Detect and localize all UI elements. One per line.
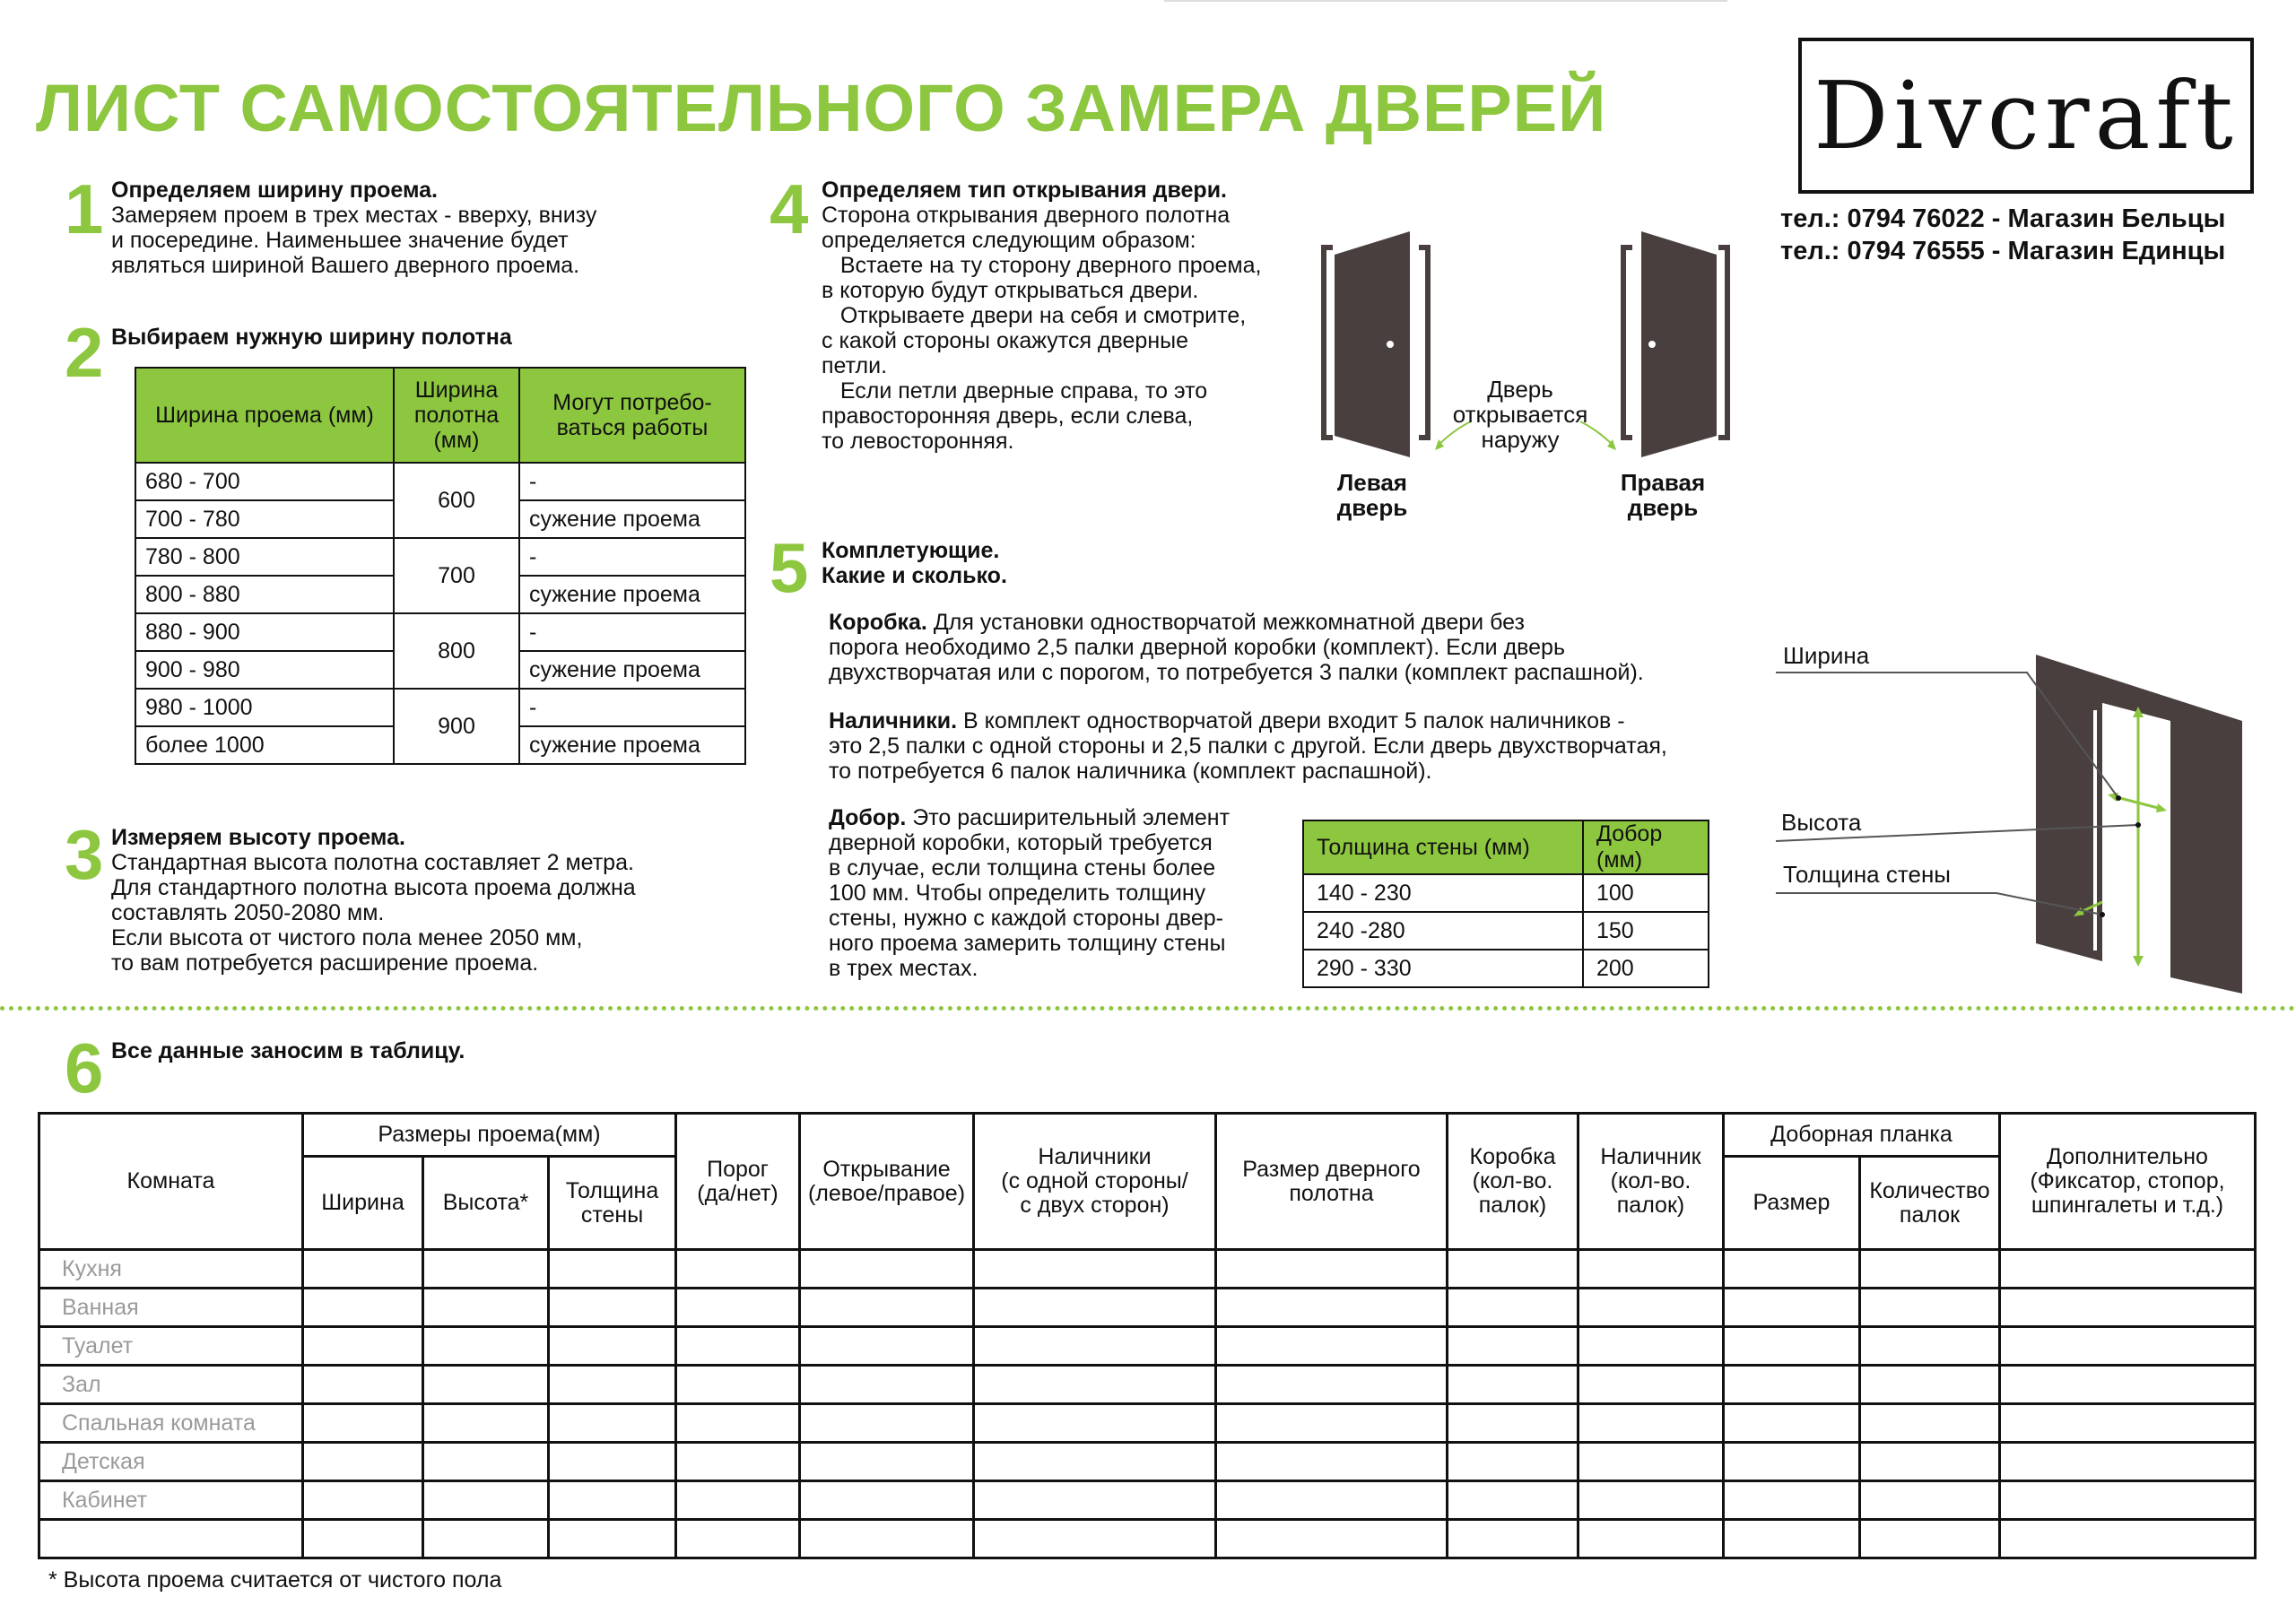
label-line: Левая xyxy=(1337,469,1407,496)
entry-cell[interactable] xyxy=(800,1520,974,1558)
entry-cell[interactable] xyxy=(1860,1289,2000,1327)
step-4-line: в которую будут открываться двери. xyxy=(822,278,1199,303)
header-line: с двух сторон) xyxy=(1020,1193,1170,1218)
header-line: Дополнительно xyxy=(2047,1144,2208,1169)
label-line: открывается xyxy=(1452,401,1588,428)
dobor-paragraph xyxy=(829,805,1230,981)
entry-cell[interactable] xyxy=(1724,1250,1860,1289)
nalichniki-paragraph xyxy=(829,708,1667,784)
header-line: шпингалеты и т.д.) xyxy=(2031,1193,2224,1218)
entry-cell[interactable] xyxy=(549,1443,676,1481)
entry-cell[interactable] xyxy=(1448,1289,1578,1327)
header-line: Коробка xyxy=(1469,1144,1556,1169)
step-4-line: Сторона открывания дверного полотна xyxy=(822,203,1231,228)
header-line: Количество xyxy=(1869,1177,1990,1203)
col-casing-qty xyxy=(1578,1114,1724,1250)
entry-cell[interactable] xyxy=(423,1366,549,1404)
header-line: Наличники xyxy=(1038,1144,1152,1169)
entry-cell[interactable] xyxy=(1448,1250,1578,1289)
entry-cell[interactable] xyxy=(1216,1366,1448,1404)
brand-name: Divcraft xyxy=(1813,61,2239,170)
entry-cell[interactable] xyxy=(2000,1327,2256,1366)
entry-cell[interactable] xyxy=(2000,1520,2256,1558)
col-extra xyxy=(2000,1114,2256,1250)
col-leaf-size xyxy=(1216,1114,1448,1250)
entry-cell[interactable] xyxy=(2000,1366,2256,1404)
table-row xyxy=(135,463,745,500)
width-table-col-opening: Ширина проема (мм) xyxy=(135,368,394,463)
diagram-label-width: Ширина xyxy=(1783,642,1870,669)
step-6-heading: Все данные заносим в таблицу. xyxy=(111,1038,465,1063)
entry-cell[interactable] xyxy=(1448,1327,1578,1366)
step-3-line: Если высота от чистого пола менее 2050 мм, xyxy=(111,925,583,950)
step-3-line: Для стандартного полотна высота проема должна xyxy=(111,875,636,900)
step-4-heading: Определяем тип открывания двери. xyxy=(822,178,1228,203)
table-row xyxy=(1303,950,1709,987)
header-line: (левое/правое) xyxy=(807,1180,966,1206)
heading-line: Какие и сколько. xyxy=(822,563,1007,588)
table-row xyxy=(39,1404,2256,1443)
step-3-line: то вам потребуется расширение проема. xyxy=(111,950,539,976)
entry-cell[interactable] xyxy=(1578,1289,1724,1327)
measurement-header-row-1 xyxy=(39,1114,2256,1157)
entry-cell[interactable] xyxy=(549,1481,676,1520)
room-name: Кухня xyxy=(39,1250,303,1289)
entry-cell[interactable] xyxy=(676,1481,800,1520)
entry-cell[interactable] xyxy=(549,1404,676,1443)
step-6-number: 6 xyxy=(65,1028,104,1107)
dobor-table-header xyxy=(1303,820,1709,874)
entry-cell[interactable] xyxy=(1860,1520,2000,1558)
entry-cell[interactable] xyxy=(800,1366,974,1404)
entry-cell[interactable] xyxy=(1724,1404,1860,1443)
col-casing xyxy=(974,1114,1216,1250)
entry-cell[interactable] xyxy=(423,1520,549,1558)
room-name: Детская xyxy=(39,1443,303,1481)
paragraph-line: Для установки одностворчатой межкомнатной двери без xyxy=(926,610,1525,635)
section-divider xyxy=(0,1006,2296,1011)
width-table-col-work xyxy=(519,368,745,463)
footnote: * Высота проема считается от чистого пола xyxy=(48,1567,502,1593)
header-line: (с одной стороны/ xyxy=(1001,1168,1188,1193)
entry-cell[interactable] xyxy=(2000,1250,2256,1289)
entry-cell[interactable] xyxy=(549,1250,676,1289)
entry-cell[interactable] xyxy=(676,1404,800,1443)
header-line: палок) xyxy=(1616,1193,1685,1218)
wall-thickness: 290 - 330 xyxy=(1303,950,1583,987)
work-required: - xyxy=(519,538,745,576)
heading-line: Комплетующие. xyxy=(822,538,1000,563)
room-name: Спальная комната xyxy=(39,1404,303,1443)
step-4-line: Если петли дверные справа, то это xyxy=(822,378,1208,404)
entry-cell[interactable] xyxy=(303,1366,423,1404)
step-4-line: Открываете двери на себя и смотрите, xyxy=(822,303,1247,328)
table-row xyxy=(39,1250,2256,1289)
step-3-line: составлять 2050-2080 мм. xyxy=(111,900,385,925)
step-4-line: то левосторонняя. xyxy=(822,429,1014,454)
col-width: Ширина xyxy=(303,1157,423,1250)
entry-cell[interactable] xyxy=(549,1289,676,1327)
header-line: ваться работы xyxy=(556,415,709,440)
leaf-width: 600 xyxy=(394,463,519,538)
dobor-title: Добор. xyxy=(829,805,907,830)
header-line: полотна xyxy=(1289,1180,1374,1206)
entry-cell[interactable] xyxy=(800,1250,974,1289)
entry-cell[interactable] xyxy=(1860,1481,2000,1520)
entry-cell[interactable] xyxy=(423,1481,549,1520)
entry-cell[interactable] xyxy=(423,1327,549,1366)
table-row xyxy=(135,689,745,726)
entry-cell[interactable] xyxy=(1860,1443,2000,1481)
col-extension-qty xyxy=(1860,1157,2000,1250)
work-required: - xyxy=(519,613,745,651)
label-line: Дверь xyxy=(1487,376,1553,403)
entry-cell[interactable] xyxy=(1578,1404,1724,1443)
entry-cell[interactable] xyxy=(1724,1327,1860,1366)
entry-cell[interactable] xyxy=(974,1481,1216,1520)
label-line: Правая xyxy=(1620,469,1706,496)
step-4-line: петли. xyxy=(822,353,888,378)
dobor-col-extension: Добор (мм) xyxy=(1583,820,1709,874)
step-5-number: 5 xyxy=(770,528,809,607)
entry-cell[interactable] xyxy=(1860,1404,2000,1443)
col-box xyxy=(1448,1114,1578,1250)
step-3-heading: Измеряем высоту проема. xyxy=(111,825,405,850)
entry-cell[interactable] xyxy=(1860,1250,2000,1289)
paragraph-line: Это расширительный элемент xyxy=(906,805,1231,830)
korobka-paragraph xyxy=(829,610,1644,685)
header-line: полотна xyxy=(413,403,500,428)
entry-cell[interactable] xyxy=(303,1481,423,1520)
entry-cell[interactable] xyxy=(1216,1250,1448,1289)
table-row xyxy=(1303,912,1709,950)
extension-size: 150 xyxy=(1583,912,1709,950)
entry-cell[interactable] xyxy=(974,1443,1216,1481)
step-3-number: 3 xyxy=(65,815,104,894)
diagram-label-height: Высота xyxy=(1781,809,1862,836)
step-2-number: 2 xyxy=(65,313,104,392)
entry-cell[interactable] xyxy=(800,1481,974,1520)
paragraph-line: это 2,5 палки с одной стороны и 2,5 палки с другой. Если дверь двухстворчатая, xyxy=(829,733,1667,759)
entry-cell[interactable] xyxy=(303,1250,423,1289)
step-4-line: с какой стороны окажутся дверные xyxy=(822,328,1188,353)
header-line: Толщина xyxy=(565,1177,659,1203)
entry-cell[interactable] xyxy=(1860,1366,2000,1404)
work-required: сужение проема xyxy=(519,726,745,764)
paragraph-line: в трех местах. xyxy=(829,956,978,981)
entry-cell[interactable] xyxy=(1448,1443,1578,1481)
col-opening-side xyxy=(800,1114,974,1250)
entry-cell[interactable] xyxy=(800,1443,974,1481)
entry-cell[interactable] xyxy=(423,1404,549,1443)
brand-logo xyxy=(1798,38,2254,194)
room-name: Кабинет xyxy=(39,1481,303,1520)
header-line: (кол-во. xyxy=(1610,1168,1692,1193)
entry-cell[interactable] xyxy=(303,1404,423,1443)
paragraph-line: порога необходимо 2,5 палки дверной коробки (комплект). Если дверь xyxy=(829,635,1565,660)
entry-cell[interactable] xyxy=(1578,1443,1724,1481)
dobor-table xyxy=(1302,820,1709,988)
col-extension-size: Размер xyxy=(1724,1157,1860,1250)
entry-cell[interactable] xyxy=(1724,1520,1860,1558)
entry-cell[interactable] xyxy=(423,1250,549,1289)
entry-cell[interactable] xyxy=(974,1366,1216,1404)
header-line: (кол-во. xyxy=(1472,1168,1553,1193)
opening-range: более 1000 xyxy=(135,726,394,764)
entry-cell[interactable] xyxy=(2000,1404,2256,1443)
paragraph-line: то потребуется 6 палок наличника (комплект распашной). xyxy=(829,759,1432,784)
entry-cell[interactable] xyxy=(800,1289,974,1327)
header-line: Размер дверного xyxy=(1242,1156,1421,1182)
paragraph-line: двухстворчатая или с порогом, то потребуется 3 палки (комплект распашной). xyxy=(829,660,1644,685)
entry-cell[interactable] xyxy=(1448,1404,1578,1443)
label-line: наружу xyxy=(1481,426,1560,453)
table-row xyxy=(39,1289,2256,1327)
entry-cell[interactable] xyxy=(1724,1366,1860,1404)
header-line: стены xyxy=(580,1202,644,1228)
step-4-line: правосторонняя дверь, если слева, xyxy=(822,404,1194,429)
room-name xyxy=(39,1520,303,1558)
col-extension: Доборная планка xyxy=(1724,1114,2000,1157)
contact-phone-1: тел.: 0794 76022 - Магазин Бельцы xyxy=(1780,204,2226,233)
left-door-label xyxy=(1327,470,1417,520)
width-table-col-leaf xyxy=(394,368,519,463)
entry-cell[interactable] xyxy=(676,1289,800,1327)
entry-cell[interactable] xyxy=(974,1327,1216,1366)
header-line: Наличник xyxy=(1600,1144,1701,1169)
diagram-label-wall-thickness: Толщина стены xyxy=(1783,861,1951,888)
header-line: Открывание xyxy=(822,1156,951,1182)
entry-cell[interactable] xyxy=(1216,1481,1448,1520)
korobka-title: Коробка. xyxy=(829,610,927,635)
step-3-text xyxy=(111,825,636,976)
paragraph-line: дверной коробки, который требуется xyxy=(829,830,1213,855)
room-name: Туалет xyxy=(39,1327,303,1366)
paragraph-line: В комплект одностворчатой двери входит 5 палок наличников - xyxy=(957,708,1625,733)
step-4-number: 4 xyxy=(770,169,809,248)
paragraph-line: стены, нужно с каждой стороны двер- xyxy=(829,906,1223,931)
entry-cell[interactable] xyxy=(1724,1289,1860,1327)
paragraph-line: 100 мм. Чтобы определить толщину xyxy=(829,881,1206,906)
page-title: ЛИСТ САМОСТОЯТЕЛЬНОГО ЗАМЕРА ДВЕРЕЙ xyxy=(36,71,1607,145)
header-line: Порог xyxy=(707,1156,769,1182)
measurement-rows xyxy=(39,1250,2256,1558)
entry-cell[interactable] xyxy=(1578,1366,1724,1404)
step-1-text xyxy=(111,178,596,278)
header-line: (мм) xyxy=(433,428,480,453)
step-1-heading: Определяем ширину проема. xyxy=(111,178,439,203)
table-row xyxy=(39,1366,2256,1404)
entry-cell[interactable] xyxy=(1448,1520,1578,1558)
entry-cell[interactable] xyxy=(676,1443,800,1481)
entry-cell[interactable] xyxy=(1216,1520,1448,1558)
opening-range: 780 - 800 xyxy=(135,538,394,576)
opening-range: 800 - 880 xyxy=(135,576,394,613)
entry-cell[interactable] xyxy=(549,1366,676,1404)
entry-cell[interactable] xyxy=(2000,1443,2256,1481)
entry-cell[interactable] xyxy=(423,1289,549,1327)
entry-cell[interactable] xyxy=(974,1404,1216,1443)
measurement-table xyxy=(38,1112,2257,1559)
top-edge-line xyxy=(1164,0,1727,2)
work-required: - xyxy=(519,689,745,726)
table-row xyxy=(1303,874,1709,912)
entry-cell[interactable] xyxy=(1860,1327,2000,1366)
header-line: (да/нет) xyxy=(697,1180,778,1206)
extension-size: 200 xyxy=(1583,950,1709,987)
entry-cell[interactable] xyxy=(1578,1481,1724,1520)
opening-range: 900 - 980 xyxy=(135,651,394,689)
entry-cell[interactable] xyxy=(1216,1443,1448,1481)
header-line: (Фиксатор, стопор, xyxy=(2030,1168,2225,1193)
step-3-line: Стандартная высота полотна составляет 2 метра. xyxy=(111,850,634,875)
opening-range: 980 - 1000 xyxy=(135,689,394,726)
step-1-line: и посередине. Наименьшее значение будет xyxy=(111,228,569,253)
header-line: палок) xyxy=(1478,1193,1547,1218)
entry-cell[interactable] xyxy=(676,1366,800,1404)
entry-cell[interactable] xyxy=(1448,1481,1578,1520)
entry-cell[interactable] xyxy=(676,1327,800,1366)
work-required: сужение проема xyxy=(519,651,745,689)
col-height: Высота* xyxy=(423,1157,549,1250)
entry-cell[interactable] xyxy=(1724,1481,1860,1520)
entry-cell[interactable] xyxy=(1216,1404,1448,1443)
room-name: Ванная xyxy=(39,1289,303,1327)
opening-range: 880 - 900 xyxy=(135,613,394,651)
wall-thickness: 240 -280 xyxy=(1303,912,1583,950)
entry-cell[interactable] xyxy=(1578,1327,1724,1366)
entry-cell[interactable] xyxy=(423,1443,549,1481)
entry-cell[interactable] xyxy=(2000,1289,2256,1327)
step-1-line: Замеряем проем в трех местах - вверху, внизу xyxy=(111,203,597,228)
leaf-width: 900 xyxy=(394,689,519,764)
header-line: Могут потребо- xyxy=(552,390,712,415)
leaf-width: 800 xyxy=(394,613,519,689)
entry-cell[interactable] xyxy=(549,1327,676,1366)
door-opens-outward-label xyxy=(1435,377,1605,452)
width-table-header xyxy=(135,368,745,463)
opening-range: 680 - 700 xyxy=(135,463,394,500)
header-line: Ширина xyxy=(414,378,499,403)
table-row xyxy=(39,1520,2256,1558)
entry-cell[interactable] xyxy=(2000,1481,2256,1520)
nalichniki-title: Наличники. xyxy=(829,708,958,733)
entry-cell[interactable] xyxy=(676,1250,800,1289)
entry-cell[interactable] xyxy=(303,1327,423,1366)
work-required: сужение проема xyxy=(519,500,745,538)
entry-cell[interactable] xyxy=(676,1520,800,1558)
right-door-label xyxy=(1607,470,1718,520)
entry-cell[interactable] xyxy=(800,1404,974,1443)
dobor-col-wall: Толщина стены (мм) xyxy=(1303,820,1583,874)
entry-cell[interactable] xyxy=(974,1520,1216,1558)
table-row xyxy=(39,1481,2256,1520)
table-row xyxy=(135,613,745,651)
entry-cell[interactable] xyxy=(974,1289,1216,1327)
entry-cell[interactable] xyxy=(1578,1250,1724,1289)
col-room: Комната xyxy=(39,1114,303,1250)
wall-thickness: 140 - 230 xyxy=(1303,874,1583,912)
entry-cell[interactable] xyxy=(303,1520,423,1558)
table-row xyxy=(39,1327,2256,1366)
contact-phone-2: тел.: 0794 76555 - Магазин Единцы xyxy=(1780,237,2226,265)
entry-cell[interactable] xyxy=(549,1520,676,1558)
header-line: палок xyxy=(1899,1202,1961,1228)
entry-cell[interactable] xyxy=(1578,1520,1724,1558)
step-4-line: определяется следующим образом: xyxy=(822,228,1196,253)
opening-range: 700 - 780 xyxy=(135,500,394,538)
leaf-width: 700 xyxy=(394,538,519,613)
step-4-line: Встаете на ту сторону дверного проема, xyxy=(822,253,1262,278)
entry-cell[interactable] xyxy=(974,1250,1216,1289)
room-name: Зал xyxy=(39,1366,303,1404)
label-line: дверь xyxy=(1627,494,1699,521)
table-row xyxy=(135,538,745,576)
step-5-heading xyxy=(822,538,1007,588)
entry-cell[interactable] xyxy=(1216,1327,1448,1366)
step-4-text xyxy=(822,178,1261,454)
step-2-heading: Выбираем нужную ширину полотна xyxy=(111,325,512,350)
work-required: - xyxy=(519,463,745,500)
work-required: сужение проема xyxy=(519,576,745,613)
col-opening-sizes: Размеры проема(мм) xyxy=(303,1114,676,1157)
entry-cell[interactable] xyxy=(303,1289,423,1327)
width-table xyxy=(135,367,746,765)
label-line: дверь xyxy=(1336,494,1408,521)
paragraph-line: ного проема замерить толщину стены xyxy=(829,931,1226,956)
col-wall-thickness xyxy=(549,1157,676,1250)
extension-size: 100 xyxy=(1583,874,1709,912)
col-threshold xyxy=(676,1114,800,1250)
entry-cell[interactable] xyxy=(1724,1443,1860,1481)
entry-cell[interactable] xyxy=(303,1443,423,1481)
entry-cell[interactable] xyxy=(1216,1289,1448,1327)
step-1-number: 1 xyxy=(65,169,104,248)
entry-cell[interactable] xyxy=(1448,1366,1578,1404)
entry-cell[interactable] xyxy=(800,1327,974,1366)
paragraph-line: в случае, если толщина стены более xyxy=(829,855,1216,881)
table-row xyxy=(39,1443,2256,1481)
step-1-line: являться шириной Вашего дверного проема. xyxy=(111,253,580,278)
